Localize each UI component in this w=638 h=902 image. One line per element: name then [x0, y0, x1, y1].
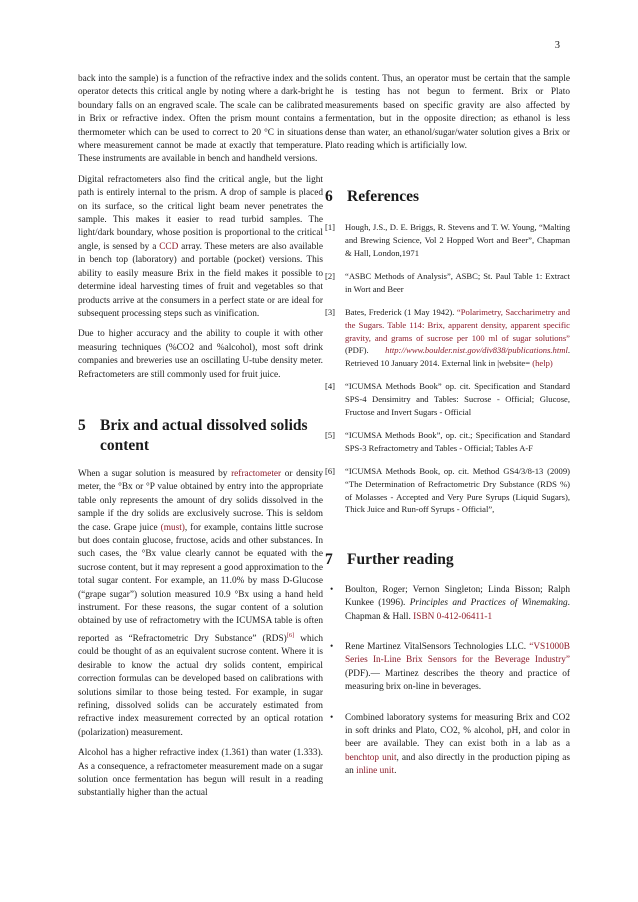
bullet-icon: • [330, 712, 334, 723]
section-heading-7: 7 Further reading [325, 550, 454, 568]
paragraph-refractometer-scale: back into the sample) is a function of the refractive index and the operator detects this critical angle by noting where a dark-bright boundary falls on an engraved scale. The scale can be calibrated in Brix or refractive index. Often the prism mount contains a thermometer which can be used to correct to 20 °C in situations where measurement cannot be made at exactly that temperature. These instruments are available in bench and handheld versions. [78, 74, 323, 165]
link-ccd[interactable]: CCD [159, 241, 179, 252]
page-number: 3 [554, 40, 560, 51]
paragraph-alcohol-index: Alcohol has a higher refractive index (1.361) than water (1.333). As a consequence, a refractometer measurement made on a sugar solution once fermentation has begun will result in a reading substantially higher than the actual [78, 748, 323, 799]
paragraph-dissolved-solids: When a sugar solution is measured by refractometer or density meter, the °Bx or °P value obtained by entry into the appropriate table only represents the amount of dry solids dissolved in the sample if the dry solids are exclusively sucrose. This is seldom the case. Grape juice (must), for example, contains little sucrose but does contain glucose, fructose, acids and other substances. In such cases, the °Bx value clearly cannot be equated with the sucrose content, but it may represent a good approximation to the total sugar content. For example, an 11.0% by mass D-Glucose (“grape sugar”) solution measured 10.9 °Bx using a hand held instrument. For these reasons, the sugar content of a solution obtained by use of refractometry with the ICUMSA table is often reported as “Refractometric Dry Substance” (RDS)[6] which could be thought of as an equivalent sucrose content. Where it is desirable to know the actual dry solids content, empirical correction formulas can be developed based on calibrations with solutions similar to those being tested. For example, in sugar refining, dissolved solids can be accurately estimated from refractive index measurement corrected by an optical rotation (polarization) measurement. [78, 468, 324, 738]
link-refractometer[interactable]: refractometer [231, 468, 282, 479]
link-benchtop-unit[interactable]: benchtop unit [345, 752, 397, 763]
paragraph-density-meter: Due to higher accuracy and the ability to couple it with other measuring techniques (%CO2 and %alcohol), most soft drink companies and breweries use an oscillating U-tube density meter. Refractometers are still commonly used for fruit juice. [78, 329, 323, 380]
list-item: • Boulton, Roger; Vernon Singleton; Linda Bisson; Ralph Kunkee (1996). Principles and Practices of Winemaking. Chapman & Hall. ISBN 0-412-06411-1 [325, 584, 570, 624]
reference-item: [4] “ICUMSA Methods Book” op. cit. Specification and Standard SPS-4 Densimitry and Tables: Sucrose - Official; Glucose, Fructose and Invert Sugars - Official [325, 381, 570, 417]
list-item: • Combined laboratory systems for measuring Brix and CO2 in soft drinks and Plato, CO2, % alcohol, pH, and color in beer are available. They can exist both in a lab as a benchtop unit, and also directly in the production piping as an inline unit. [325, 712, 570, 779]
section-heading-6: 6 References [325, 188, 420, 206]
paragraph-digital-refractometers: Digital refractometers also find the critical angle, but the light path is entirely internal to the prism. A drop of sample is placed on its surface, so the critical light beam never penetrates the sample. This makes it easier to read turbid samples. The light/dark boundary, whose position is proportional to the critical angle, is sensed by a CCD array. These meters are also available in bench top (laboratory) and portable (pocket) versions. This ability to easily measure Brix in the field makes it possible to determine ideal harvesting times of fruit and vegetables so that products arrive at the consumers in a perfect state or are ideal for subsequent processing steps such as vinification. [78, 174, 323, 319]
paragraph-fermentation: solids content. Thus, an operator must be certain that the sample he is testing has not begun to ferment. Brix or Plato measurements based on specific gravity are also affected by fermentation, but in the opposite direction; as ethanol is less dense than water, an ethanol/sugar/water solution gives a Brix or Plato reading which is artificially low. [325, 74, 570, 152]
reference-item: [2] “ASBC Methods of Analysis”, ASBC; St. Paul Table 1: Extract in Wort and Beer [325, 271, 570, 294]
section-heading-5: 5 Brix and actual dissolved solids content [78, 416, 308, 454]
reference-item: [3] Bates, Frederick (1 May 1942). “Polarimetry, Saccharimetry and the Sugars. Table 114: Brix, apparent density, apparent specific gravity, and grams of sucrose per 100 ml of sugar solutions” (PDF). http://www.boulder.nist.gov/div838/publications.html. Retrieved 10 January 2014. External link in |website= (help) [325, 307, 570, 368]
link-isbn[interactable]: ISBN 0-412-06411-1 [413, 611, 493, 622]
further-reading-list [325, 584, 570, 779]
link-help[interactable]: (help) [532, 357, 553, 368]
bullet-icon: • [330, 584, 334, 595]
bullet-icon: • [330, 641, 334, 652]
reference-item: [1] Hough, J.S., D. E. Briggs, R. Stevens and T. W. Young, “Malting and Brewing Science, Vol 2 Hopped Wort and Beer”, Chapman & Hall, London,1971 [325, 222, 570, 258]
reference-item: [6] “ICUMSA Methods Book, op. cit. Method GS4/3/8-13 (2009) “The Determination of Refractometric Dry Substance (RDS %) of Molasses - Accepted and Very Pure Syrups (Liquid Sugars), Thick Juice and Run-off Syrups - Official”, [325, 466, 570, 515]
link-polarimetry[interactable]: “Polarimetry, Saccharimetry and the Sugars. Table 114: Brix, apparent density, apparent specific gravity, and grams of sucrose per 100 ml of sugar solutions” [345, 307, 570, 343]
citation-6[interactable]: [6] [286, 631, 295, 639]
link-inline-unit[interactable]: inline unit [356, 766, 395, 777]
list-item: • Rene Martinez VitalSensors Technologies LLC. “VS1000B Series In-Line Brix Sensors for the Beverage Industry” (PDF).— Martinez describes the theory and practice of measuring brix on-line in beverages. [325, 641, 570, 695]
reference-list [325, 221, 570, 515]
link-vs1000b[interactable]: “VS1000B Series In-Line Brix Sensors for the Beverage Industry” [345, 641, 570, 666]
link-must[interactable]: (must) [160, 522, 185, 533]
left-column [78, 73, 323, 808]
reference-item: [5] “ICUMSA Methods Book”, op. cit.; Specification and Standard SPS-3 Refractometry and Tables - Official; Tables A-F [325, 430, 570, 453]
right-column [325, 73, 570, 796]
link-nist[interactable]: http://www.boulder.nist.gov/div838/publications.html [385, 345, 568, 356]
